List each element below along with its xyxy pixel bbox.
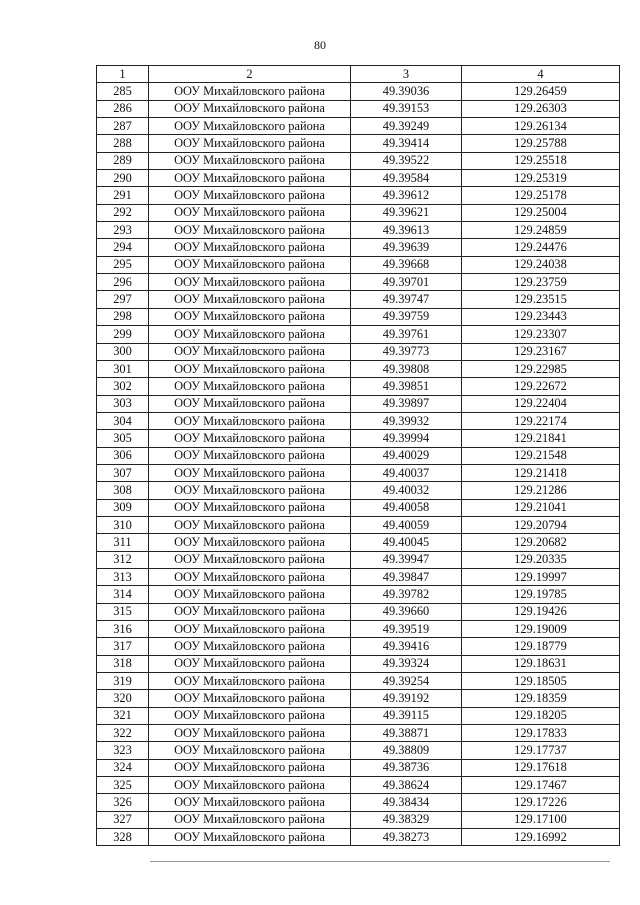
cell-point-number: 309: [97, 499, 149, 516]
cell-owner: ООУ Михайловского района: [149, 187, 351, 204]
table-row: [97, 568, 620, 585]
table-row: [97, 412, 620, 429]
table-row: [97, 378, 620, 395]
cell-latitude: 49.39414: [351, 135, 462, 152]
cell-owner: ООУ Михайловского района: [149, 256, 351, 273]
cell-latitude: 49.39324: [351, 655, 462, 672]
cell-owner: ООУ Михайловского района: [149, 777, 351, 794]
cell-latitude: 49.38809: [351, 742, 462, 759]
cell-point-number: 314: [97, 586, 149, 603]
cell-latitude: 49.39249: [351, 118, 462, 135]
table-row: [97, 274, 620, 291]
footer-divider: [150, 861, 610, 862]
cell-point-number: 310: [97, 516, 149, 533]
cell-latitude: 49.39847: [351, 568, 462, 585]
cell-latitude: 49.39522: [351, 152, 462, 169]
cell-owner: ООУ Михайловского района: [149, 586, 351, 603]
cell-longitude: 129.17226: [462, 794, 620, 811]
table-row: [97, 464, 620, 481]
cell-point-number: 294: [97, 239, 149, 256]
cell-longitude: 129.18205: [462, 707, 620, 724]
table-row: [97, 516, 620, 533]
table-row: [97, 152, 620, 169]
table-row: [97, 794, 620, 811]
cell-owner: ООУ Михайловского района: [149, 326, 351, 343]
cell-owner: ООУ Михайловского района: [149, 135, 351, 152]
cell-owner: ООУ Михайловского района: [149, 829, 351, 846]
header-col-4: 4: [462, 66, 620, 83]
cell-longitude: 129.25518: [462, 152, 620, 169]
table-row: [97, 222, 620, 239]
cell-point-number: 287: [97, 118, 149, 135]
cell-owner: ООУ Михайловского района: [149, 152, 351, 169]
cell-latitude: 49.38329: [351, 811, 462, 828]
header-col-2: 2: [149, 66, 351, 83]
cell-point-number: 297: [97, 291, 149, 308]
cell-longitude: 129.19785: [462, 586, 620, 603]
table-row: [97, 447, 620, 464]
cell-latitude: 49.39773: [351, 343, 462, 360]
cell-latitude: 49.39115: [351, 707, 462, 724]
table-row: [97, 551, 620, 568]
cell-owner: ООУ Михайловского района: [149, 430, 351, 447]
cell-latitude: 49.39612: [351, 187, 462, 204]
cell-longitude: 129.19997: [462, 568, 620, 585]
cell-latitude: 49.38434: [351, 794, 462, 811]
cell-point-number: 292: [97, 204, 149, 221]
cell-latitude: 49.39947: [351, 551, 462, 568]
cell-owner: ООУ Михайловского района: [149, 482, 351, 499]
cell-latitude: 49.40058: [351, 499, 462, 516]
cell-longitude: 129.26459: [462, 83, 620, 100]
cell-longitude: 129.17100: [462, 811, 620, 828]
header-col-1: 1: [97, 66, 149, 83]
cell-longitude: 129.25788: [462, 135, 620, 152]
table-row: [97, 673, 620, 690]
table-row: [97, 118, 620, 135]
cell-latitude: 49.40059: [351, 516, 462, 533]
cell-longitude: 129.25178: [462, 187, 620, 204]
cell-owner: ООУ Михайловского района: [149, 690, 351, 707]
cell-longitude: 129.18359: [462, 690, 620, 707]
cell-owner: ООУ Михайловского района: [149, 707, 351, 724]
cell-point-number: 315: [97, 603, 149, 620]
cell-longitude: 129.22404: [462, 395, 620, 412]
cell-longitude: 129.24038: [462, 256, 620, 273]
cell-longitude: 129.16992: [462, 829, 620, 846]
cell-latitude: 49.38273: [351, 829, 462, 846]
table-row: [97, 586, 620, 603]
cell-longitude: 129.19426: [462, 603, 620, 620]
table-row: [97, 742, 620, 759]
cell-point-number: 324: [97, 759, 149, 776]
cell-point-number: 300: [97, 343, 149, 360]
cell-owner: ООУ Михайловского района: [149, 759, 351, 776]
cell-latitude: 49.39808: [351, 360, 462, 377]
cell-owner: ООУ Михайловского района: [149, 378, 351, 395]
table-row: [97, 239, 620, 256]
cell-point-number: 305: [97, 430, 149, 447]
cell-longitude: 129.19009: [462, 621, 620, 638]
cell-latitude: 49.39192: [351, 690, 462, 707]
cell-owner: ООУ Михайловского района: [149, 516, 351, 533]
cell-latitude: 49.39701: [351, 274, 462, 291]
table-row: [97, 499, 620, 516]
cell-owner: ООУ Михайловского района: [149, 170, 351, 187]
cell-owner: ООУ Михайловского района: [149, 638, 351, 655]
cell-point-number: 308: [97, 482, 149, 499]
cell-longitude: 129.20682: [462, 534, 620, 551]
cell-longitude: 129.24476: [462, 239, 620, 256]
cell-longitude: 129.17618: [462, 759, 620, 776]
cell-longitude: 129.17467: [462, 777, 620, 794]
cell-point-number: 302: [97, 378, 149, 395]
cell-latitude: 49.39613: [351, 222, 462, 239]
cell-owner: ООУ Михайловского района: [149, 118, 351, 135]
cell-latitude: 49.39761: [351, 326, 462, 343]
cell-point-number: 311: [97, 534, 149, 551]
table-row: [97, 690, 620, 707]
cell-owner: ООУ Михайловского района: [149, 343, 351, 360]
cell-point-number: 313: [97, 568, 149, 585]
cell-point-number: 295: [97, 256, 149, 273]
table-row: [97, 360, 620, 377]
cell-point-number: 322: [97, 725, 149, 742]
cell-latitude: 49.39153: [351, 100, 462, 117]
cell-owner: ООУ Михайловского района: [149, 291, 351, 308]
cell-point-number: 296: [97, 274, 149, 291]
cell-latitude: 49.39932: [351, 412, 462, 429]
cell-owner: ООУ Михайловского района: [149, 499, 351, 516]
table-row: [97, 603, 620, 620]
cell-longitude: 129.23759: [462, 274, 620, 291]
cell-longitude: 129.25319: [462, 170, 620, 187]
cell-longitude: 129.18631: [462, 655, 620, 672]
cell-latitude: 49.39759: [351, 308, 462, 325]
cell-point-number: 290: [97, 170, 149, 187]
cell-point-number: 291: [97, 187, 149, 204]
cell-longitude: 129.22174: [462, 412, 620, 429]
cell-point-number: 327: [97, 811, 149, 828]
cell-owner: ООУ Михайловского района: [149, 534, 351, 551]
cell-point-number: 288: [97, 135, 149, 152]
cell-latitude: 49.39621: [351, 204, 462, 221]
cell-latitude: 49.39782: [351, 586, 462, 603]
cell-longitude: 129.21418: [462, 464, 620, 481]
table-row: [97, 621, 620, 638]
cell-owner: ООУ Михайловского района: [149, 274, 351, 291]
cell-point-number: 326: [97, 794, 149, 811]
cell-owner: ООУ Михайловского района: [149, 673, 351, 690]
cell-owner: ООУ Михайловского района: [149, 551, 351, 568]
cell-point-number: 285: [97, 83, 149, 100]
cell-point-number: 303: [97, 395, 149, 412]
cell-longitude: 129.22672: [462, 378, 620, 395]
header-col-3: 3: [351, 66, 462, 83]
table-row: [97, 759, 620, 776]
table-row: [97, 343, 620, 360]
table-row: [97, 83, 620, 100]
page-number: 80: [314, 38, 326, 52]
cell-point-number: 306: [97, 447, 149, 464]
cell-latitude: 49.38624: [351, 777, 462, 794]
table-row: [97, 430, 620, 447]
cell-owner: ООУ Михайловского района: [149, 360, 351, 377]
cell-latitude: 49.39639: [351, 239, 462, 256]
cell-latitude: 49.39036: [351, 83, 462, 100]
cell-owner: ООУ Михайловского района: [149, 464, 351, 481]
cell-longitude: 129.18779: [462, 638, 620, 655]
table-row: [97, 204, 620, 221]
cell-longitude: 129.20794: [462, 516, 620, 533]
cell-latitude: 49.39851: [351, 378, 462, 395]
cell-owner: ООУ Михайловского района: [149, 100, 351, 117]
cell-owner: ООУ Михайловского района: [149, 222, 351, 239]
cell-longitude: 129.23515: [462, 291, 620, 308]
cell-point-number: 301: [97, 360, 149, 377]
table-row: [97, 170, 620, 187]
cell-longitude: 129.23443: [462, 308, 620, 325]
cell-longitude: 129.17833: [462, 725, 620, 742]
cell-owner: ООУ Михайловского района: [149, 412, 351, 429]
cell-longitude: 129.23307: [462, 326, 620, 343]
table-row: [97, 655, 620, 672]
cell-longitude: 129.25004: [462, 204, 620, 221]
table-row: [97, 326, 620, 343]
cell-owner: ООУ Михайловского района: [149, 568, 351, 585]
cell-latitude: 49.40032: [351, 482, 462, 499]
cell-latitude: 49.39994: [351, 430, 462, 447]
cell-longitude: 129.24859: [462, 222, 620, 239]
cell-point-number: 299: [97, 326, 149, 343]
table-row: [97, 256, 620, 273]
cell-owner: ООУ Михайловского района: [149, 655, 351, 672]
cell-latitude: 49.39519: [351, 621, 462, 638]
cell-longitude: 129.26303: [462, 100, 620, 117]
cell-owner: ООУ Михайловского района: [149, 621, 351, 638]
cell-latitude: 49.38736: [351, 759, 462, 776]
cell-owner: ООУ Михайловского района: [149, 725, 351, 742]
cell-point-number: 320: [97, 690, 149, 707]
cell-latitude: 49.39416: [351, 638, 462, 655]
cell-longitude: 129.20335: [462, 551, 620, 568]
cell-longitude: 129.21548: [462, 447, 620, 464]
cell-latitude: 49.39660: [351, 603, 462, 620]
cell-point-number: 312: [97, 551, 149, 568]
table-row: [97, 187, 620, 204]
cell-owner: ООУ Михайловского района: [149, 83, 351, 100]
cell-point-number: 328: [97, 829, 149, 846]
cell-owner: ООУ Михайловского района: [149, 603, 351, 620]
cell-longitude: 129.26134: [462, 118, 620, 135]
cell-point-number: 293: [97, 222, 149, 239]
table-row: [97, 395, 620, 412]
cell-longitude: 129.18505: [462, 673, 620, 690]
table-row: [97, 777, 620, 794]
cell-point-number: 325: [97, 777, 149, 794]
cell-latitude: 49.39897: [351, 395, 462, 412]
table-row: [97, 534, 620, 551]
cell-longitude: 129.21286: [462, 482, 620, 499]
cell-owner: ООУ Михайловского района: [149, 204, 351, 221]
cell-point-number: 319: [97, 673, 149, 690]
cell-longitude: 129.21041: [462, 499, 620, 516]
cell-point-number: 304: [97, 412, 149, 429]
table-row: [97, 135, 620, 152]
cell-latitude: 49.39747: [351, 291, 462, 308]
cell-longitude: 129.21841: [462, 430, 620, 447]
cell-longitude: 129.22985: [462, 360, 620, 377]
table-header-row: [97, 66, 620, 83]
cell-latitude: 49.40037: [351, 464, 462, 481]
cell-latitude: 49.39668: [351, 256, 462, 273]
cell-point-number: 286: [97, 100, 149, 117]
cell-latitude: 49.40029: [351, 447, 462, 464]
cell-owner: ООУ Михайловского района: [149, 308, 351, 325]
table-row: [97, 100, 620, 117]
table-row: [97, 308, 620, 325]
cell-point-number: 318: [97, 655, 149, 672]
cell-point-number: 307: [97, 464, 149, 481]
table-row: [97, 829, 620, 846]
cell-owner: ООУ Михайловского района: [149, 742, 351, 759]
table-body: [97, 83, 620, 846]
coordinates-table: [96, 65, 620, 846]
table-row: [97, 482, 620, 499]
cell-point-number: 289: [97, 152, 149, 169]
cell-point-number: 321: [97, 707, 149, 724]
table-row: [97, 811, 620, 828]
cell-latitude: 49.40045: [351, 534, 462, 551]
cell-point-number: 317: [97, 638, 149, 655]
table-row: [97, 638, 620, 655]
cell-point-number: 316: [97, 621, 149, 638]
table-row: [97, 291, 620, 308]
cell-owner: ООУ Михайловского района: [149, 811, 351, 828]
cell-owner: ООУ Михайловского района: [149, 794, 351, 811]
table-row: [97, 707, 620, 724]
cell-latitude: 49.39254: [351, 673, 462, 690]
cell-point-number: 298: [97, 308, 149, 325]
cell-point-number: 323: [97, 742, 149, 759]
cell-latitude: 49.38871: [351, 725, 462, 742]
cell-latitude: 49.39584: [351, 170, 462, 187]
cell-longitude: 129.23167: [462, 343, 620, 360]
table-row: [97, 725, 620, 742]
cell-owner: ООУ Михайловского района: [149, 395, 351, 412]
cell-owner: ООУ Михайловского района: [149, 239, 351, 256]
cell-owner: ООУ Михайловского района: [149, 447, 351, 464]
cell-longitude: 129.17737: [462, 742, 620, 759]
